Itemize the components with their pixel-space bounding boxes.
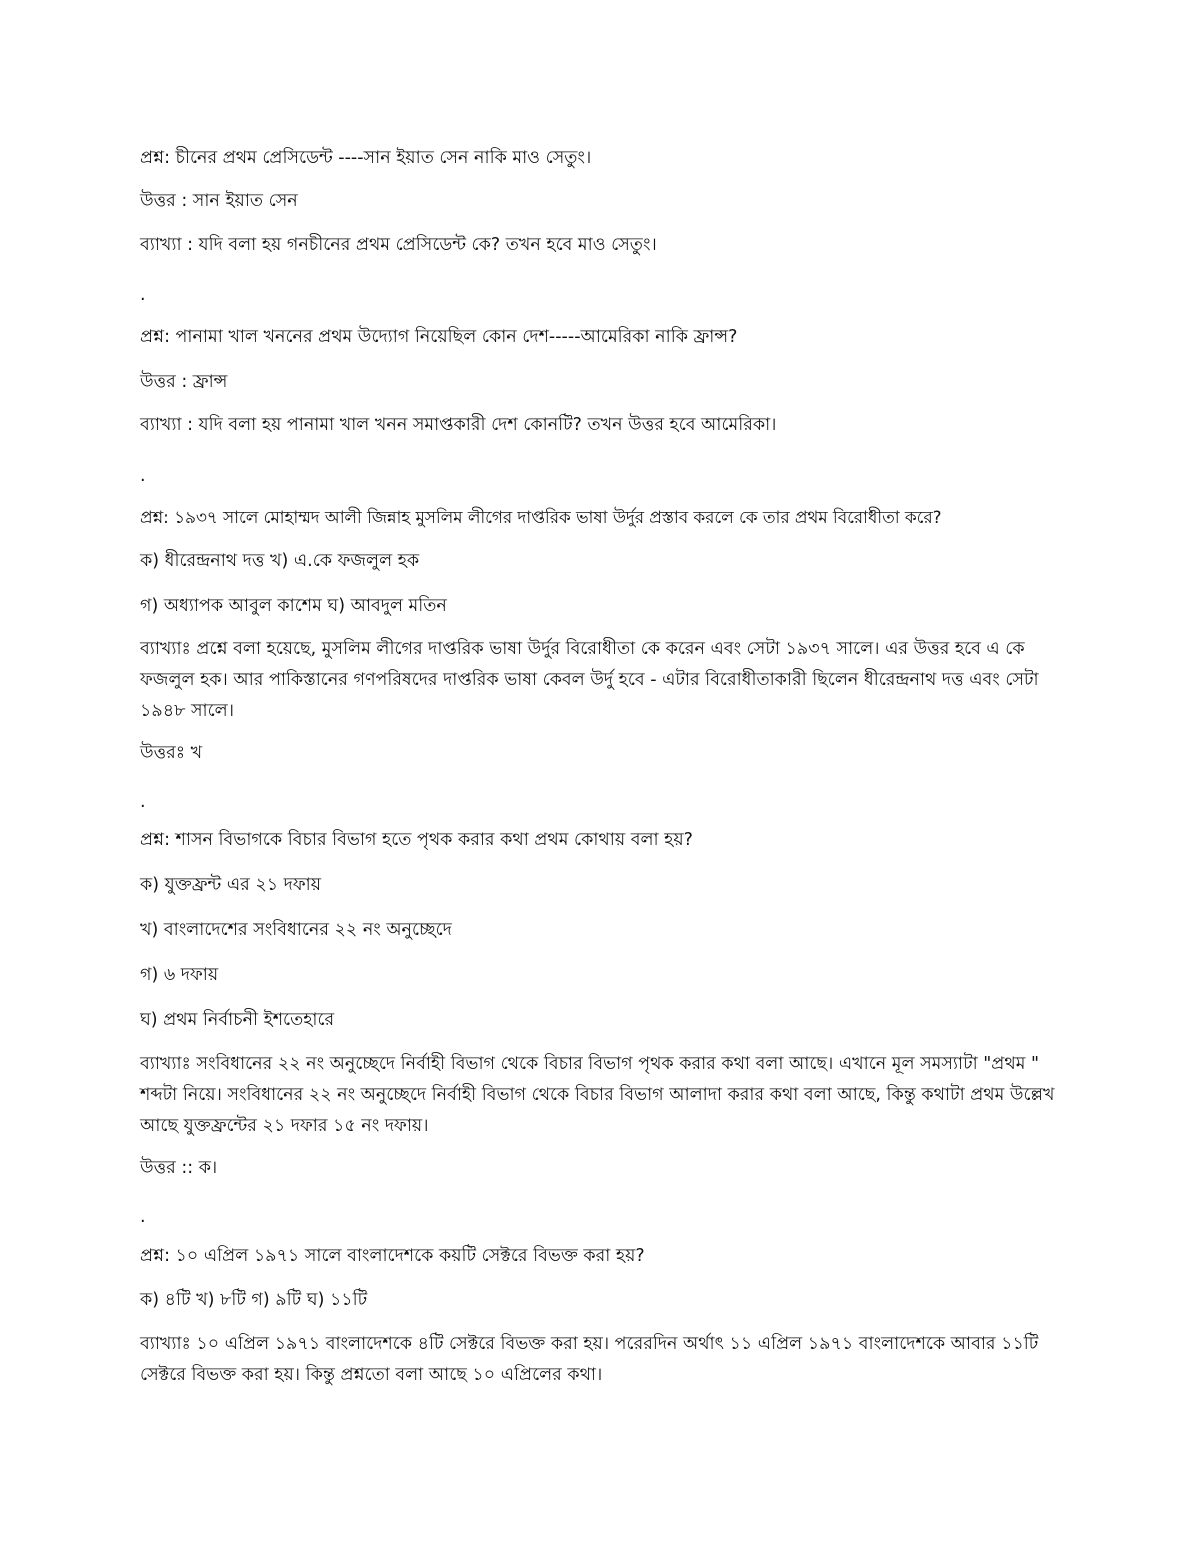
question-1: প্রশ্ন: চীনের প্রথম প্রেসিডেন্ট ----সান ইয়াত সেন নাকি মাও সেতুং। <box>140 148 592 168</box>
answer-2: উত্তর : ফ্রান্স <box>140 372 228 392</box>
answer-1: উত্তর : সান ইয়াত সেন <box>140 191 298 211</box>
options-4-a: ক) যুক্তফ্রন্ট এর ২১ দফায় <box>140 875 322 895</box>
question-5: প্রশ্ন: ১০ এপ্রিল ১৯৭১ সালে বাংলাদেশকে কয়টি সেক্টরে বিভক্ত করা হয়? <box>140 1246 645 1266</box>
separator-4: . <box>140 1207 146 1227</box>
answer-4: উত্তর :: ক। <box>140 1158 218 1178</box>
explanation-2: ব্যাখ্যা : যদি বলা হয় পানামা খাল খনন সমাপ্তকারী দেশ কোনটি? তখন উত্তর হবে আমেরিকা। <box>140 415 777 435</box>
options-5: ক) ৪টি খ) ৮টি গ) ৯টি ঘ) ১১টি <box>140 1290 368 1310</box>
options-3-line-2: গ) অধ্যাপক আবুল কাশেম ঘ) আবদুল মতিন <box>140 596 447 616</box>
options-4-b: খ) বাংলাদেশের সংবিধানের ২২ নং অনুচ্ছেদে <box>140 920 452 940</box>
explanation-3: ব্যাখ্যাঃ প্রশ্নে বলা হয়েছে, মুসলিম লীগের দাপ্তরিক ভাষা উর্দুর বিরোধীতা কে করেন এবং সেটা ১৯৩৭ সালে। এর উত্তর হবে এ কে ফজলুল হক। আর পাকিস্তানের গণপরিষদের দাপ্তরিক ভাষা কেবল উর্দু হবে - এটার বিরোধীতাকারী ছিলেন ধীরেন্দ্রনাথ দত্ত এবং সেটা ১৯৪৮ সালে। <box>140 639 1039 721</box>
options-3-line-1: ক) ধীরেন্দ্রনাথ দত্ত খ) এ.কে ফজলুল হক <box>140 551 420 571</box>
explanation-5: ব্যাখ্যাঃ ১০ এপ্রিল ১৯৭১ বাংলাদেশকে ৪টি সেক্টরে বিভক্ত করা হয়। পরেরদিন অর্থাৎ ১১ এপ্রিল ১৯৭১ বাংলাদেশকে আবার ১১টি সেক্টরে বিভক্ত করা হয়। কিন্তু প্রশ্নতো বলা আছে ১০ এপ্রিলের কথা। <box>140 1334 1039 1385</box>
question-2: প্রশ্ন: পানামা খাল খননের প্রথম উদ্যোগ নিয়েছিল কোন দেশ-----আমেরিকা নাকি ফ্রান্স? <box>140 327 738 347</box>
options-4-d: ঘ) প্রথম নির্বাচনী ইশতেহারে <box>140 1010 335 1030</box>
question-4: প্রশ্ন: শাসন বিভাগকে বিচার বিভাগ হতে পৃথক করার কথা প্রথম কোথায় বলা হয়? <box>140 830 693 850</box>
answer-3: উত্তরঃ খ <box>140 743 203 763</box>
separator-1: . <box>140 285 146 305</box>
explanation-1: ব্যাখ্যা : যদি বলা হয় গনচীনের প্রথম প্রেসিডেন্ট কে? তখন হবে মাও সেতুং। <box>140 235 657 255</box>
options-4-c: গ) ৬ দফায় <box>140 965 219 985</box>
separator-3: . <box>140 792 146 812</box>
explanation-4: ব্যাখ্যাঃ সংবিধানের ২২ নং অনুচ্ছেদে নির্বাহী বিভাগ থেকে বিচার বিভাগ পৃথক করার কথা বলা আছে। এখানে মূল সমস্যাটা "প্রথম " শব্দটা নিয়ে। সংবিধানের ২২ নং অনুচ্ছেদে নির্বাহী বিভাগ থেকে বিচার বিভাগ আলাদা করার কথা বলা আছে, কিন্তু কথাটা প্রথম উল্লেখ আছে যুক্তফ্রন্টের ২১ দফার ১৫ নং দফায়। <box>140 1054 1055 1136</box>
question-3: প্রশ্ন: ১৯৩৭ সালে মোহাম্মদ আলী জিন্নাহ মুসলিম লীগের দাপ্তরিক ভাষা উর্দুর প্রস্তাব করলে কে তার প্রথম বিরোধীতা করে? <box>140 507 942 527</box>
separator-2: . <box>140 466 146 486</box>
